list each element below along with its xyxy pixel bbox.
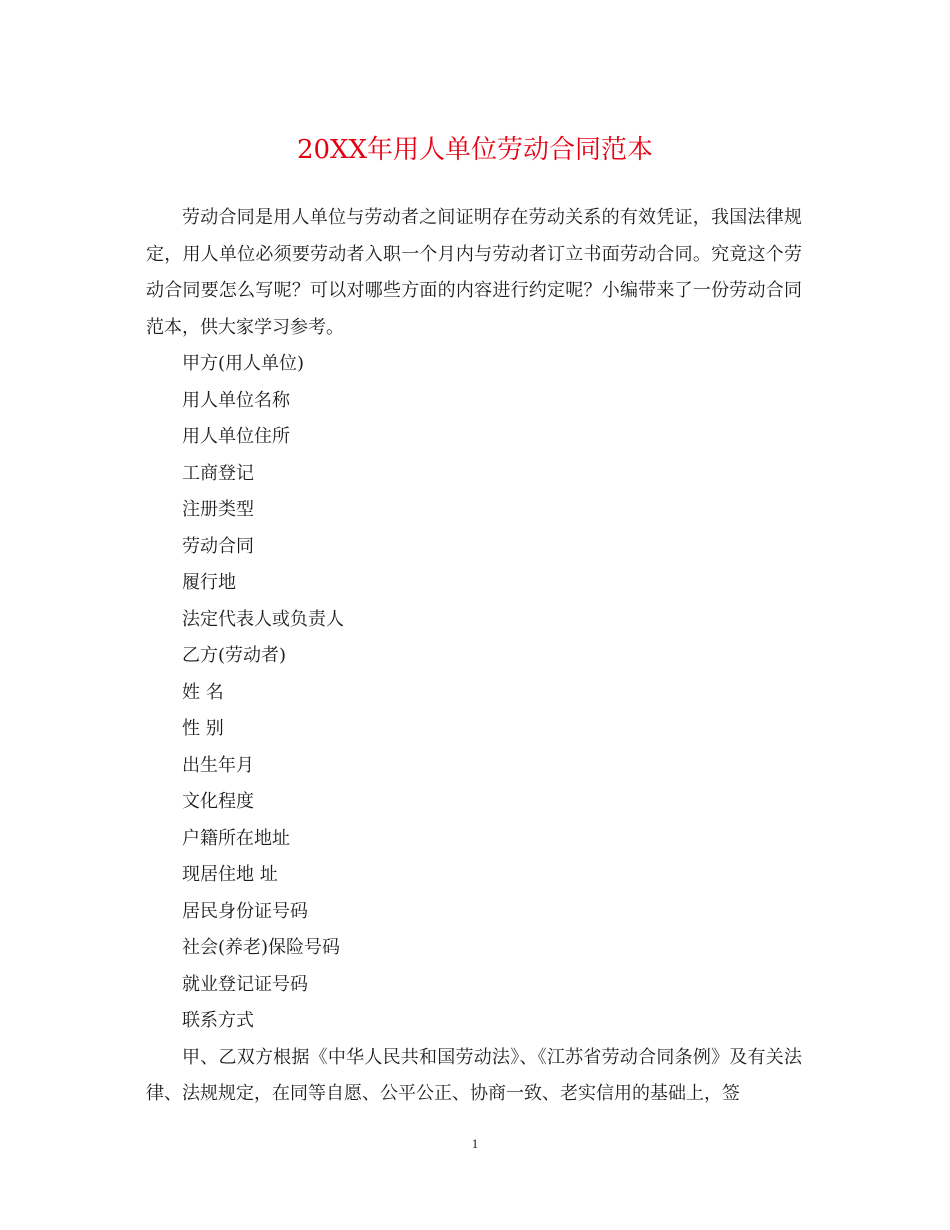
field-employer-name: 用人单位名称 [182, 389, 290, 411]
document-title: 20XX年用人单位劳动合同范本 [296, 135, 654, 165]
field-current-address: 现居住地 址 [182, 864, 278, 885]
field-party-a: 甲方(用人单位) [182, 353, 305, 374]
field-employment-registration-number: 就业登记证号码 [182, 973, 308, 995]
page-number: 1 [471, 1136, 479, 1151]
field-party-b: 乙方(劳动者) [182, 645, 287, 666]
field-labor-contract: 劳动合同 [182, 535, 254, 557]
field-contact: 联系方式 [182, 1010, 254, 1031]
intro-paragraph: 劳动合同是用人单位与劳动者之间证明存在劳动关系的有效凭证，我国法律规定，用人单位必须要劳动者入职一个月内与劳动者订立书面劳动合同。究竟这个劳动合同要怎么写呢？可以对哪些方面的内容进行约定呢？小编带来了一份劳动合同范本，供大家学习参考。 [146, 207, 802, 338]
field-registration-type: 注册类型 [182, 499, 254, 520]
field-name: 姓 名 [182, 681, 224, 703]
document-body [146, 200, 802, 1113]
field-gender: 性 别 [182, 718, 224, 739]
field-employer-address: 用人单位住所 [182, 426, 290, 447]
field-place-of-performance: 履行地 [182, 572, 236, 593]
field-social-insurance-number: 社会(养老)保险号码 [182, 937, 341, 958]
field-education: 文化程度 [182, 791, 254, 812]
field-birth-date: 出生年月 [182, 754, 254, 776]
field-household-address: 户籍所在地址 [182, 827, 290, 849]
field-id-number: 居民身份证号码 [182, 900, 308, 922]
closing-paragraph: 甲、乙双方根据《中华人民共和国劳动法》、《江苏省劳动合同条例》及有关法律、法规规定，在同等自愿、公平公正、协商一致、老实信用的基础上，签 [146, 1046, 802, 1104]
field-legal-representative: 法定代表人或负责人 [182, 608, 344, 630]
field-business-registration: 工商登记 [182, 462, 254, 484]
